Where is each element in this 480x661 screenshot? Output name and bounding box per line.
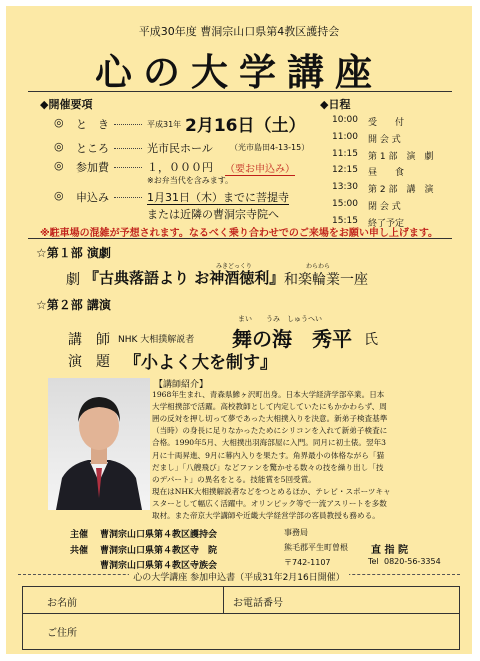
fee-label: 参加費 [76,161,109,174]
header-divider [28,91,452,92]
where-label: ところ [76,142,109,155]
name-field[interactable] [103,591,215,609]
row-mark: ◎ [54,189,64,202]
profile-line: 合格。1990年5月、大相撲出羽海部屋に入門。同月に初土俵。翌年3 [152,438,387,448]
form-divider [223,587,224,613]
fee-note-required [225,160,295,175]
tel-number: 0820-56-3354 [384,557,441,566]
row-mark: ◎ [54,116,64,129]
profile-line: 囲の反対を押し切って夢であった大相撲入りを決意。新弟子検査基準 [152,414,388,424]
schedule-time: 13:30 [332,182,358,193]
profile-line: 1968年生まれ、青森県鰺ヶ沢町出身。日本大学経済学部卒業。日本 [152,390,385,399]
row-mark: ◎ [54,159,64,172]
date-prefix: 平成31年 [147,120,182,129]
office-label: 事務局 [284,528,308,537]
performer-ruby: わらわら [306,263,331,270]
lecturer-label: 講 師 [68,332,110,348]
fee-value: １，０００円 [147,161,213,174]
schedule-time: 10:00 [332,115,358,125]
profile-line: 取材。また帝京大学講師や近畿大学経営学部の客員教授も務める。 [152,511,380,520]
form-title [6,570,472,583]
sponsor-role: 主催 [70,530,89,540]
profile-line: （当時）の身長に足りなかったためにシリコンを入れて新弟子検査に [152,426,388,436]
honorific: 氏 [364,332,378,348]
profile-heading: 【講師紹介】 [154,380,209,390]
drama-prefix: 劇 [66,272,80,288]
part1-heading: ☆第１部 演劇 [36,246,111,260]
schedule-item: 終了予定 [368,218,405,229]
fee-footnote: ※お弁当代を含みます。 [147,176,234,185]
lecture-topic: 『小よく大を制す』 [124,353,277,373]
schedule-item: 第 2 部 講 演 [368,185,434,196]
schedule-time: 12:15 [332,165,358,176]
apply-deadline-text: 1月31日（木）までに菩提寺 [147,191,289,204]
venue-name: 光市民ホール [147,142,213,155]
profile-line: だまし」「八艘飛び」などファンを驚かせる数々の技を繰り出し「技 [152,462,384,472]
play-title: 『古典落語より お神酒徳利』 [84,269,285,287]
sponsor-role: 共催 [70,545,89,556]
topic-label: 演 題 [68,354,110,370]
leader-dots [114,124,142,125]
address-field-label: ご住所 [47,628,77,639]
sponsor-name: 曹洞宗山口県第４教区寺族会 [100,561,218,571]
apply-label: 申込み [76,191,109,204]
postal-code: 〒742-1107 [284,558,331,567]
profile-line: スターとして幅広く活躍中。オリンピック等で一流アスリートを多数 [152,498,387,508]
tel-label: Tel [368,557,379,566]
apply-alt: または近隣の曹洞宗寺院へ [147,208,279,221]
parking-note: ※駐車場の混雑が予想されます。なるべく乗り合わせでのご来場をお願い申し上げます。 [39,228,439,239]
schedule-time: 15:15 [332,215,358,226]
address-field[interactable] [103,619,453,643]
form-row-divider [23,613,459,614]
schedule-heading: ◆日程 [320,98,351,111]
lecturer-ruby: まい うみ しゅうへい [238,315,322,323]
profile-line: 現在はNHK大相撲解説者などをつとめるほか、テレビ・スポーツキャ [152,486,391,496]
sponsor-name: 曹洞宗山口県第４教区護持会 [100,530,218,540]
schedule-item: 閉 会 式 [368,202,401,212]
venue-address: （光市島田4-13-15） [230,143,310,152]
fee-note-text: （要お申込み） [225,164,295,175]
sponsor-name: 曹洞宗山口県第４教区寺 院 [100,545,218,556]
leader-dots [114,197,142,198]
leader-dots [114,167,142,168]
play-ruby: みきどっくり [216,263,252,270]
schedule-item: 受 付 [368,118,405,128]
profile-line: 大学相撲部で活躍。高校教師として内定していたにもかかわらず、周 [152,402,387,412]
schedule-time: 15:00 [332,199,358,209]
when-label: と き [76,118,109,131]
organizer-line: 平成30年度 曹洞宗山口県第4教区護持会 [138,25,340,38]
performer-name: 和楽輪業一座 [284,272,368,288]
leader-dots [114,148,142,149]
schedule-item: 昼 食 [368,168,405,179]
row-mark: ◎ [54,140,64,153]
page-title: 心の大学講座 [95,51,383,94]
office-temple: 直 指 院 [371,545,408,556]
name-field-label: お名前 [47,598,77,609]
section-divider [28,238,452,239]
profile-line: 月に十両昇進、9月に幕内入りを果たす。角界最小の体格ながら「猫 [152,450,385,460]
part2-heading: ☆第２部 講演 [36,298,111,312]
schedule-item: 第 1 部 演 劇 [368,151,434,162]
event-date: 2月16日（土） [185,116,306,136]
phone-field[interactable] [313,591,453,609]
lecturer-role: NHK 大相撲解説者 [118,335,195,345]
lecturer-name: 舞の海 秀平 [232,327,352,351]
schedule-time: 11:00 [332,131,358,142]
application-form [22,586,460,650]
office-address: 熊毛郡平生町曽根 [284,543,348,552]
phone-field-label: お電話番号 [233,598,283,609]
flyer-page [6,6,472,654]
form-title-text: 心の大学講座 参加申込書（平成31年2月16日開催） [129,573,349,583]
portrait-image [48,378,150,510]
overview-heading: ◆開催要項 [40,98,93,111]
profile-line: のデパート」の異名をとる。技能賞を5回受賞。 [152,474,316,484]
schedule-item: 開 会 式 [368,134,401,145]
lecturer-photo [48,378,150,510]
schedule-time: 11:15 [332,148,358,159]
apply-deadline [147,189,289,205]
